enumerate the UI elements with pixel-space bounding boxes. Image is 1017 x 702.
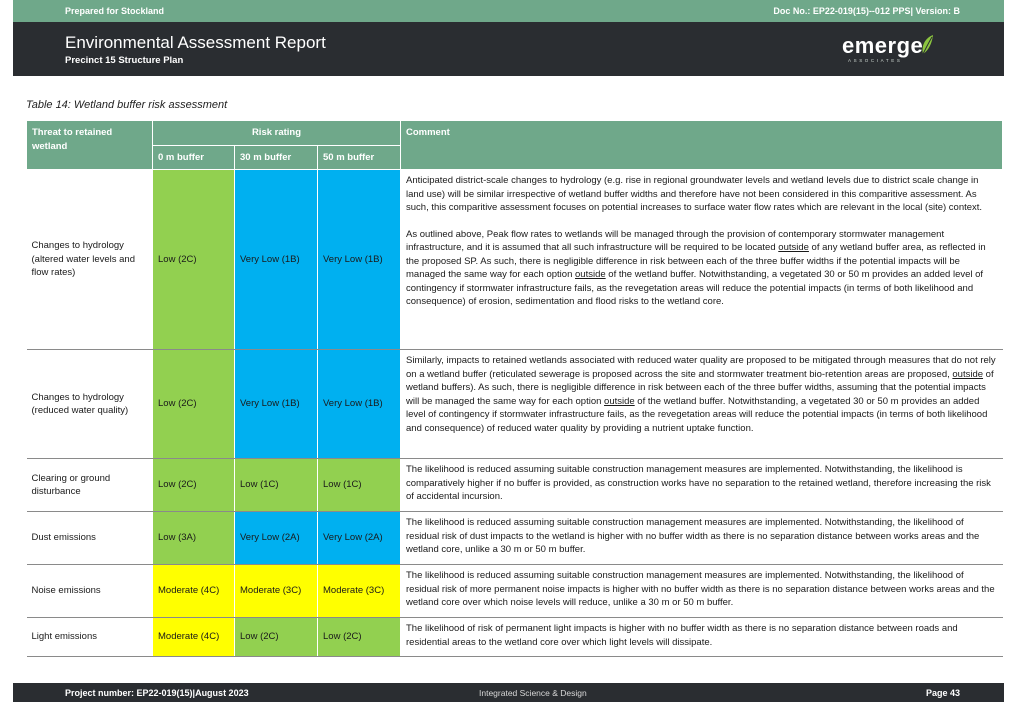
comment-paragraph [406, 228, 997, 309]
comment-text: As outlined above, Peak flow rates to wetlands will be managed through the provision of contemporary stormwater management infrastructure, and it is assumed that all such infrastructure will be required to be located [406, 228, 945, 253]
table-row [27, 350, 1003, 459]
rating-0m: Low (3A) [153, 512, 235, 565]
underlined-text: outside [778, 242, 809, 253]
comment-cell: The likelihood is reduced assuming suitable construction management measures are implemented. Notwithstanding, the likelihood of residual risk of more permanent noise impacts is higher with no buffer width as there is no separation distance between works areas and the wetland core over which noise levels will reduce, unlike a 30 m or 50 m buffer. [401, 565, 1003, 618]
risk-table [26, 120, 1003, 657]
logo-wordmark: emerge [842, 33, 924, 58]
rating-50m: Low (1C) [318, 459, 401, 512]
rating-0m: Moderate (4C) [153, 565, 235, 618]
rating-50m: Low (2C) [318, 618, 401, 657]
header-buffer-30: 30 m buffer [235, 145, 318, 170]
report-header [13, 22, 1004, 76]
table-row [27, 512, 1003, 565]
page-footer [13, 683, 1004, 702]
threat-cell: Dust emissions [27, 512, 153, 565]
report-subtitle: Precinct 15 Structure Plan [65, 55, 184, 66]
logo-associates: ASSOCIATES [848, 58, 903, 63]
comment-cell: The likelihood of risk of permanent light impacts is higher with no buffer width as there is no separation distance between roads and residential areas to the wetland core over which light levels will dissipate. [401, 618, 1003, 657]
comment-cell: The likelihood is reduced assuming suitable construction management measures are implemented. Notwithstanding, the likelihood of residual risk of dust impacts to the wetland is higher with no buffer width as there is no separation distance between works areas and the wetland core, unlike a 30 m or 50 m buffer. [401, 512, 1003, 565]
table-row [27, 565, 1003, 618]
document-number: Doc No.: EP22-019(15)--012 PPS| Version: B [773, 6, 960, 16]
prepared-for: Prepared for Stockland [65, 6, 165, 16]
threat-cell: Light emissions [27, 618, 153, 657]
comment-text: of wetland buffers). As such, there is negligible difference in risk between each of the three buffer widths, assuming that the potential impacts will be managed the same way for each option [406, 368, 994, 407]
threat-cell: Changes to hydrology (reduced water quality) [27, 350, 153, 459]
comment-cell [401, 170, 1003, 350]
header-row-1 [27, 121, 1003, 146]
rating-0m: Low (2C) [153, 459, 235, 512]
table-row [27, 459, 1003, 512]
company-logo [842, 33, 932, 63]
header-risk-rating: Risk rating [153, 121, 401, 146]
rating-50m: Moderate (3C) [318, 565, 401, 618]
rating-50m: Very Low (1B) [318, 170, 401, 350]
rating-30m: Low (2C) [235, 618, 318, 657]
comment-paragraph: Anticipated district-scale changes to hydrology (e.g. rise in regional groundwater levels and wetland levels due to district scale change in land use) will be similar irrespective of wetland buffer widths and therefore have not been considered in this comparitive assessment. As such, this comparitive assessment focuses on potential increases to surface water flow rates which are relevant in the local (site) context. [406, 175, 983, 213]
rating-50m: Very Low (1B) [318, 350, 401, 459]
rating-30m: Very Low (1B) [235, 350, 318, 459]
rating-30m: Very Low (1B) [235, 170, 318, 350]
rating-50m: Very Low (2A) [318, 512, 401, 565]
rating-0m: Low (2C) [153, 170, 235, 350]
header-buffer-0: 0 m buffer [153, 145, 235, 170]
underlined-text: outside [604, 395, 635, 407]
comment-cell [401, 350, 1003, 459]
top-band [13, 0, 1004, 22]
report-title: Environmental Assessment Report [65, 33, 326, 52]
footer-tagline: Integrated Science & Design [479, 688, 587, 698]
header-threat: Threat to retained wetland [27, 121, 153, 170]
rating-0m: Low (2C) [153, 350, 235, 459]
table-caption: Table 14: Wetland buffer risk assessment [26, 99, 228, 111]
threat-cell: Noise emissions [27, 565, 153, 618]
comment-text: Similarly, impacts to retained wetlands associated with reduced water quality are proposed to be mitigated through measures that do not rely on a wetland buffer (reticulated sewerage is proposed across the site and stormwater treatment bio-retention areas are proposed, [406, 355, 996, 380]
project-number: Project number: EP22-019(15)|August 2023 [65, 688, 249, 698]
rating-0m: Moderate (4C) [153, 618, 235, 657]
comment-cell: The likelihood is reduced assuming suitable construction management measures are implemented. Notwithstanding, the likelihood is comparatively higher if no buffer is provided, as construction works have no separation to the retained wetland, therefore increasing the risk of accidental incursion. [401, 459, 1003, 512]
rating-30m: Very Low (2A) [235, 512, 318, 565]
threat-cell: Changes to hydrology (altered water levels and flow rates) [27, 170, 153, 350]
comment-text: of any wetland buffer area, as reflected in the proposed SP. As such, there is negligible difference in risk between each of the three buffer widths if the potential impacts will be managed the same way for each option [406, 242, 986, 280]
threat-cell: Clearing or ground disturbance [27, 459, 153, 512]
table-row [27, 618, 1003, 657]
table-row [27, 170, 1003, 350]
header-comment: Comment [401, 121, 1003, 170]
page-number: Page 43 [925, 688, 960, 698]
comment-text: of the wetland buffer. Notwithstanding, a vegetated 30 or 50 m provides an added level of contingency if stormwater infrastructure fails, as the revegetation areas will reduce the potential impacts (in terms of both likelihood and consequence) of erosion, sedimentation and flood risks to the wetland core. [406, 269, 984, 307]
underlined-text: outside [952, 368, 984, 380]
header-buffer-50: 50 m buffer [318, 145, 401, 170]
rating-30m: Moderate (3C) [235, 565, 318, 618]
leaf-icon [920, 34, 934, 56]
comment-text: of the wetland buffer. Notwithstanding, a vegetated 30 or 50 m provides an added level of contingency if stormwater infrastructure fails, as the revegetation areas will reduce the potential impacts (in terms of both likelihood and consequence) of reduced water quality by providing a nutrient uptake function. [406, 395, 988, 434]
underlined-text: outside [575, 269, 606, 280]
rating-30m: Low (1C) [235, 459, 318, 512]
